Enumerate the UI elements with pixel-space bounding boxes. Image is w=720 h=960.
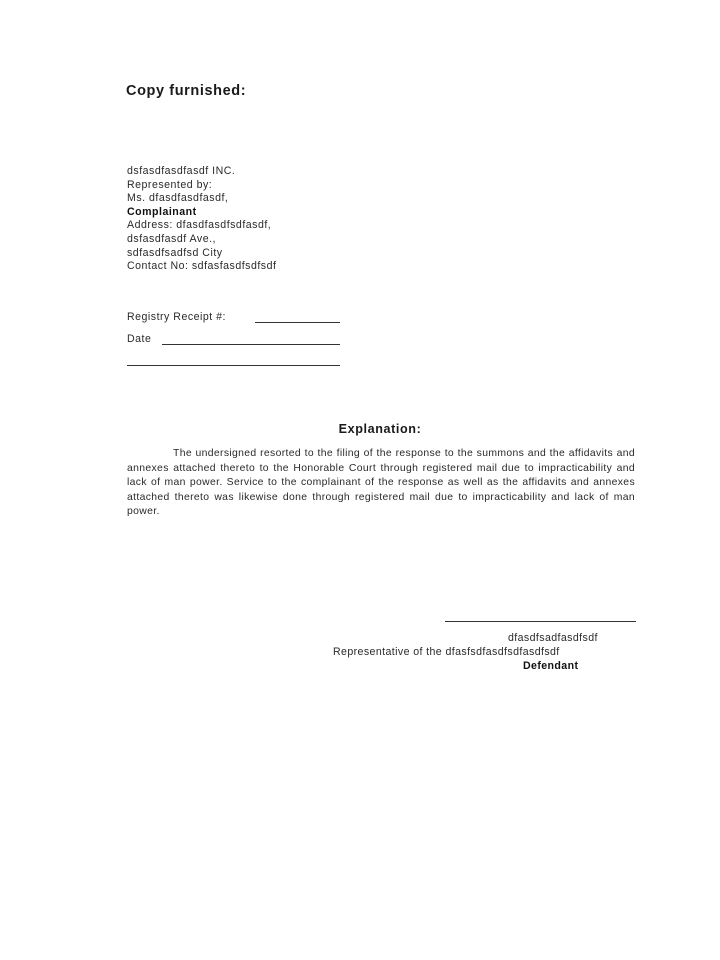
defendant-label: Defendant [523,660,579,672]
recipient-address-block [127,165,276,274]
date-label: Date [127,333,152,345]
date-blank [162,344,340,345]
recipient-company: dsfasdfasdfasdf INC. [127,165,236,177]
extra-blank-line [127,365,340,366]
represented-by-label: Represented by: [127,178,213,191]
complainant-label: Complainant [127,205,197,218]
address-line-3: sdfasdfsadfsd City [127,246,223,259]
copy-furnished-heading: Copy furnished: [126,83,247,99]
registry-receipt-label: Registry Receipt #: [127,311,226,323]
signatory-role: Representative of the dfasfsdfasdfsdfasdfsdf [333,646,560,658]
representative-name: Ms. dfasdfasdfasdf, [127,192,229,205]
registry-receipt-blank [255,322,340,323]
explanation-heading: Explanation: [338,422,422,436]
explanation-body: The undersigned resorted to the filing of the response to the summons and the affidavits and annexes attached thereto to the Honorable Court through registered mail due to impracticability and lack of man power. Service to the complainant of the response as well as the affidavits and annexes attached thereto was likewise done through registered mail due to impracticability and lack of man power. [127,448,635,518]
signatory-name: dfasdfsadfasdfsdf [508,632,598,644]
address-line-2: dsfasdfasdf Ave., [127,232,216,245]
contact-number: Contact No: sdfasfasdfsdfsdf [127,260,277,273]
signature-line [445,621,636,622]
address-line-1: Address: dfasdfasdfsdfasdf, [127,219,272,232]
